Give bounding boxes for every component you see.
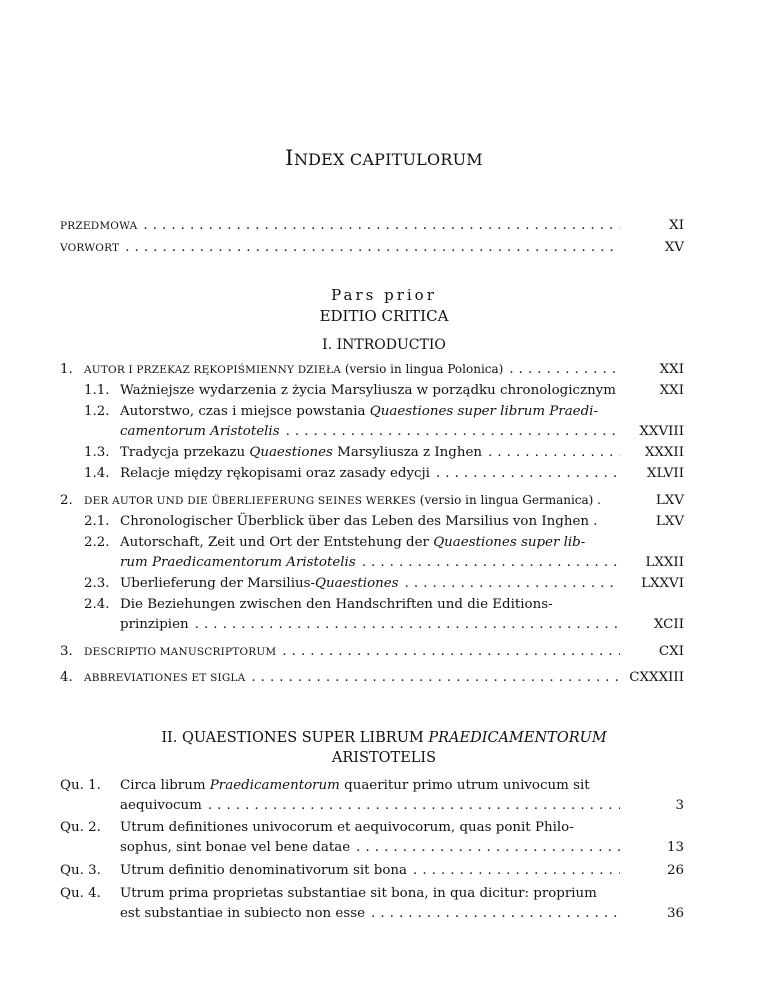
toc-entry-ch1[interactable]: AUTOR I PRZEKAZ RĘKOPIŚMIENNY DZIEŁA (versio in lingua Polonica) . . .	[84, 362, 620, 377]
entry-page: CXI	[658, 644, 684, 659]
toc-entry-2-3[interactable]: Überlieferung der Marsilius-Quaestiones . . .	[120, 576, 620, 591]
toc-entry-2-4-line1[interactable]: Die Beziehungen zwischen den Handschriften und die Editions-	[120, 597, 553, 612]
question-number: Qu. 1.	[60, 778, 101, 793]
entry-page: XLVII	[646, 466, 684, 481]
toc-entry-qu2-line2[interactable]: sophus, sint bonae vel bene datae . . .	[120, 840, 620, 855]
entry-label: VORWORT	[60, 242, 120, 254]
section-heading-quaestiones: II. QUAESTIONES SUPER LIBRUM PRAEDICAMENTORUM	[161, 730, 607, 746]
section-heading-quaestiones-line2: ARISTOTELIS	[331, 750, 437, 766]
subchapter-number: 2.3.	[84, 576, 110, 591]
entry-page: XI	[669, 218, 684, 233]
chapter-number: 3.	[60, 644, 73, 659]
subchapter-number: 1.1.	[84, 383, 110, 398]
subchapter-number: 2.4.	[84, 597, 110, 612]
toc-entry-qu1-line1[interactable]: Circa librum Praedicamentorum quaeritur primo utrum univocum sit	[120, 778, 590, 793]
entry-label: PRZEDMOWA	[60, 220, 138, 232]
page-title: INDEX CAPITULORUM	[285, 146, 483, 170]
toc-entry-1-4[interactable]: Relacje między rękopisami oraz zasady edycji . . .	[120, 466, 620, 481]
toc-entry-vorwort[interactable]	[60, 240, 620, 255]
question-number: Qu. 3.	[60, 863, 101, 878]
entry-page: XCII	[653, 617, 684, 632]
toc-entry-qu2-line1[interactable]: Utrum definitiones univocorum et aequivocorum, quas ponit Philo-	[120, 820, 574, 835]
toc-entry-1-2-line1[interactable]: Autorstwo, czas i miejsce powstania Quaestiones super librum Praedi-	[120, 404, 598, 419]
toc-entry-przedmowa[interactable]	[60, 218, 620, 233]
toc-entry-qu4-line2[interactable]: est substantiae in subiecto non esse . . .	[120, 906, 620, 921]
entry-page: 26	[666, 863, 684, 878]
part-label: Pars prior	[331, 286, 437, 304]
toc-entry-qu4-line1[interactable]: Utrum prima proprietas substantiae sit bona, in qua dicitur: proprium	[120, 886, 597, 901]
part-subtitle: EDITIO CRITICA	[319, 307, 449, 325]
entry-page: XXVIII	[639, 424, 684, 439]
entry-page: 13	[666, 840, 684, 855]
toc-entry-ch3[interactable]: DESCRIPTIO MANUSCRIPTORUM . . .	[84, 644, 620, 659]
subchapter-number: 2.1.	[84, 514, 110, 529]
question-number: Qu. 4.	[60, 886, 101, 901]
toc-entry-2-2-line2[interactable]: rum Praedicamentorum Aristotelis . . .	[120, 555, 620, 570]
chapter-number: 4.	[60, 670, 73, 685]
entry-page: LXXII	[645, 555, 684, 570]
subchapter-number: 2.2.	[84, 535, 110, 550]
toc-entry-2-4-line2[interactable]: prinzipien . . .	[120, 617, 620, 632]
toc-entry-ch4[interactable]: ABBREVIATIONES ET SIGLA . . .	[84, 670, 620, 685]
entry-page: XXI	[659, 383, 684, 398]
toc-entry-1-1[interactable]: Ważniejsze wydarzenia z życia Marsyliusza w porządku chronologicznym	[120, 383, 616, 398]
toc-entry-2-2-line1[interactable]: Autorschaft, Zeit und Ort der Entstehung der Quaestiones super lib-	[120, 535, 586, 550]
entry-page: LXV	[655, 514, 684, 529]
toc-entry-1-3[interactable]: Tradycja przekazu Quaestiones Marsyliusza z Inghen . . .	[120, 445, 620, 460]
toc-entry-qu3[interactable]: Utrum definitio denominativorum sit bona . . .	[120, 863, 620, 878]
entry-page: LXXVI	[641, 576, 684, 591]
question-number: Qu. 2.	[60, 820, 101, 835]
section-heading-introductio: I. INTRODUCTIO	[322, 337, 446, 353]
entry-page: 36	[666, 906, 684, 921]
entry-page: XV	[664, 240, 684, 255]
entry-page: 3	[675, 798, 684, 813]
toc-entry-1-2-line2[interactable]: camentorum Aristotelis . . .	[120, 424, 620, 439]
toc-entry-qu1-line2[interactable]: aequivocum . . .	[120, 798, 620, 813]
entry-page: XXI	[659, 362, 684, 377]
entry-page: XXXII	[644, 445, 684, 460]
chapter-number: 2.	[60, 493, 73, 508]
toc-entry-2-1[interactable]: Chronologischer Überblick über das Leben des Marsilius von Inghen .	[120, 514, 598, 529]
subchapter-number: 1.2.	[84, 404, 110, 419]
subchapter-number: 1.4.	[84, 466, 110, 481]
toc-entry-ch2[interactable]: DER AUTOR UND DIE ÜBERLIEFERUNG SEINES WERKES (versio in lingua Germanica) .	[84, 493, 601, 507]
subchapter-number: 1.3.	[84, 445, 110, 460]
entry-page: LXV	[655, 493, 684, 508]
entry-page: CXXXIII	[629, 670, 684, 685]
chapter-number: 1.	[60, 362, 73, 377]
